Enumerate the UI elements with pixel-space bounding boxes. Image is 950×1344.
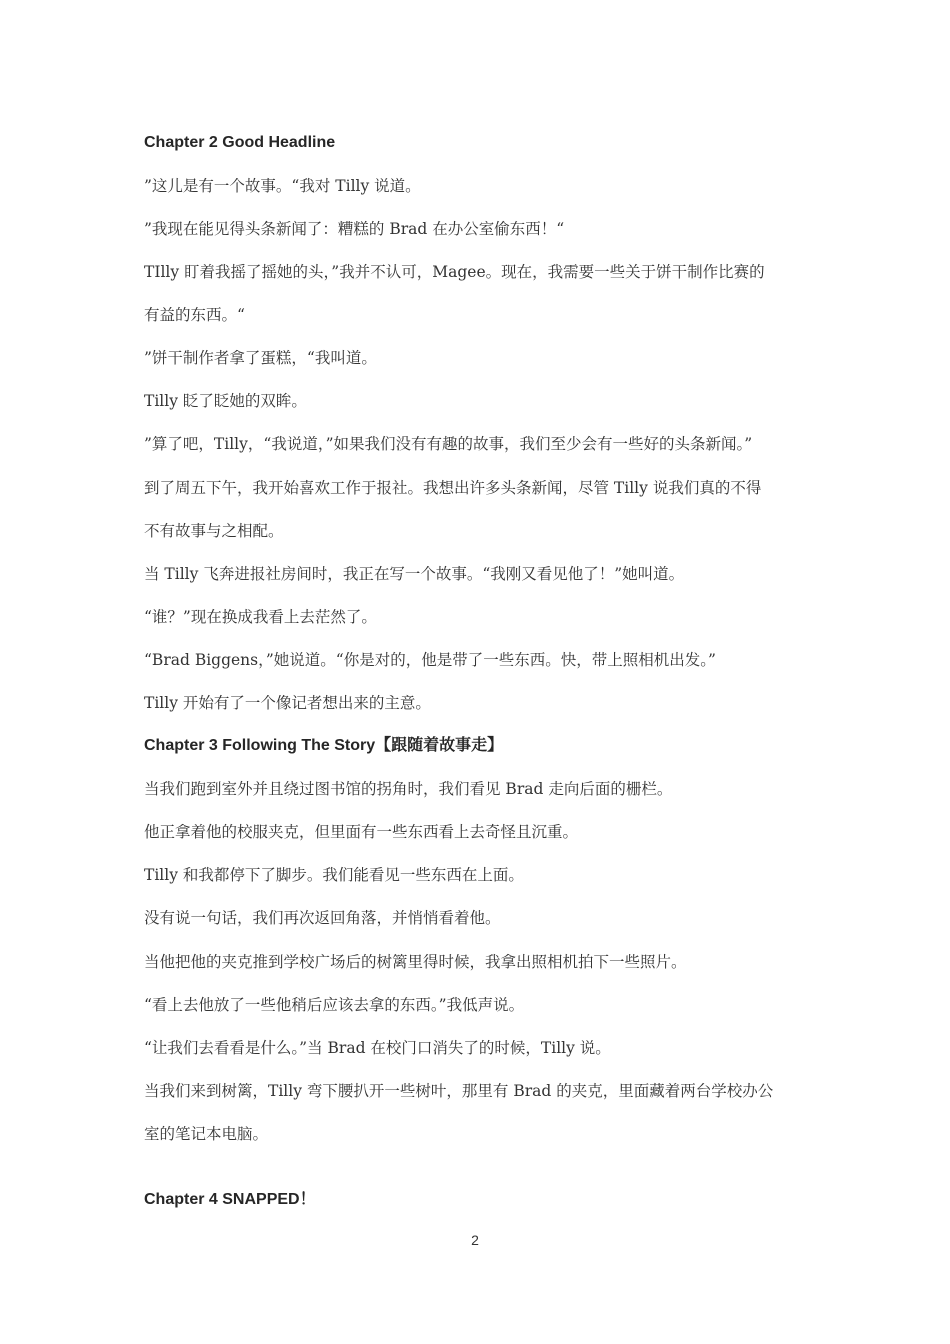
paragraph-line: “看上去他放了一些他稍后应该去拿的东西。”我低声说。 [144, 996, 525, 1014]
paragraph-line: ”我现在能见得头条新闻了：糟糕的 Brad 在办公室偷东西！“ [144, 220, 565, 238]
paragraph-line: 不有故事与之相配。 [144, 522, 284, 540]
paragraph-line: 没有说一句话，我们再次返回角落，并悄悄看着他。 [144, 909, 501, 927]
paragraph-line: “让我们去看看是什么。”当 Brad 在校门口消失了的时候，Tilly 说。 [144, 1039, 611, 1057]
paragraph-line: 到了周五下午，我开始喜欢工作于报社。我想出许多头条新闻，尽管 Tilly 说我们真的不得 [144, 479, 762, 497]
paragraph-line: 他正拿着他的校服夹克，但里面有一些东西看上去奇怪且沉重。 [144, 823, 579, 841]
paragraph-line: “Brad Biggens，”她说道。“你是对的，他是带了一些东西。快，带上照相机出发。” [144, 651, 716, 669]
chapter-2-heading: Chapter 2 Good Headline [144, 134, 336, 151]
chapter-4-heading: Chapter 4 SNAPPED！ [144, 1191, 316, 1208]
paragraph-line: Tilly 和我都停下了脚步。我们能看见一些东西在上面。 [144, 866, 524, 884]
paragraph-line: 当 Tilly 飞奔进报社房间时，我正在写一个故事。“我刚又看见他了！”她叫道。 [144, 565, 685, 583]
paragraph-line: Tilly 眨了眨她的双眸。 [144, 392, 307, 410]
paragraph-line: 当我们跑到室外并且绕过图书馆的拐角时，我们看见 Brad 走向后面的栅栏。 [144, 780, 673, 798]
paragraph-line: 有益的东西。“ [144, 306, 245, 324]
paragraph-line: ”饼干制作者拿了蛋糕，“我叫道。 [144, 349, 377, 367]
paragraph-line: 室的笔记本电脑。 [144, 1125, 269, 1143]
paragraph-line: ”这儿是有一个故事。“我对 Tilly 说道。 [144, 177, 421, 195]
paragraph-line: ”算了吧，Tilly，“我说道，”如果我们没有有趣的故事，我们至少会有一些好的头条新闻。” [144, 435, 753, 453]
paragraph-line: “谁？”现在换成我看上去茫然了。 [144, 608, 377, 626]
chapter-3-heading: Chapter 3 Following The Story【跟随着故事走】 [144, 737, 504, 754]
page-number: 2 [471, 1232, 479, 1248]
paragraph-line: TIlly 盯着我摇了摇她的头，”我并不认可，Magee。现在，我需要一些关于饼干制作比赛的 [144, 263, 765, 281]
paragraph-line: 当我们来到树篱，Tilly 弯下腰扒开一些树叶，那里有 Brad 的夹克，里面藏着两台学校办公 [144, 1082, 774, 1100]
paragraph-line: Tilly 开始有了一个像记者想出来的主意。 [144, 694, 431, 712]
paragraph-line: 当他把他的夹克推到学校广场后的树篱里得时候，我拿出照相机拍下一些照片。 [144, 953, 687, 971]
